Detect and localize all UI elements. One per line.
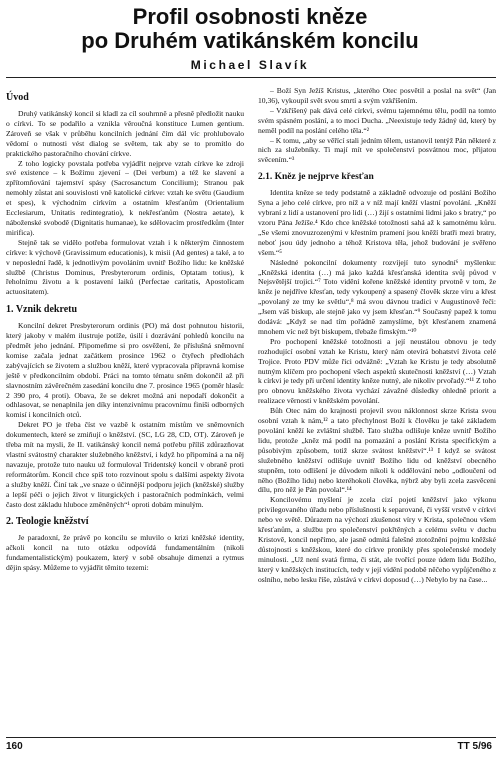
paragraph: Bůh Otec nám do krajnosti projevil svou náklonnost skrze Krista svou osobní vztah k nám,¹² a tato přechylnost Boží k člověku je také základem povolání kněží ke zvláštní službě. Tato služba odlišuje kněze uvnitř Božího lidu, protože „kněz má podíl na pomazání a poslání Krista specifickým a působivým způsobem, totiž skrze svátost kněžství“.¹³ I když se svátost služebného kněžství odlišuje uvnitř Božího lidu od kněžství obecného stupněm, toto odlišení je důvodem nikoli k oddělování nebo „odloučení od něho (Božího lidu) nebo kteréhokoli člověka, nýbrž aby byli zcela zasvěceni dílu, pro něž je Pán povolal“.¹⁴ [258,406,496,495]
heading-teologie-knezstvi: 2. Teologie kněžství [6,516,89,528]
paragraph: Pro pochopení kněžské totožnosti a její neustálou obnovu je tedy rozhodující osobní vztah ke Kristu, který nám otevírá bohatství života celé Trojice. Proto PDV může říci odvážně: „Vztah ke Kristu je tedy absolutně nutným klíčem pro pochopení všech aspektů skutečnosti kněžství (…) Vztah k církvi je tedy při určení identity kněze nutný, ale nikoliv prvořadý.“¹¹ Z toho pro obnovu kněžského života vychází závažné důsledky ohledně priorit a realizace věrnosti v kněžském povolání. [258,336,496,406]
article-title-line-2: po Druhém vatikánském koncilu [81,28,419,53]
paragraph: Koncilovému myšlení je zcela cizí pojetí kněžství jako výkonu privilegovaného úřadu nebo příslušnosti k separované, či vyšší vrstvě v církvi nebo ve světě. Důrazem na výchozí zkušenost víry v Krista, společnou všem křesťanům, a službu pro společenství pokřtěných a celému světu v duchu Kristově, koncil nepřímo, ale jasně odmítá falešné ztotožnění pojmu kněžské důstojnosti s kněžskou, které do církve pronikly přes společenské modely minulosti. „Už není svatá firma, či stát, ale tvořící pouze údem lidu Božího, který v kněžských institucích, tedy v její vidění podobě něčeho vypůjčeného z oslního, nebo lesku říše, zůstává v církvi doposud (…) Nebylo by na čase... [258,495,496,584]
paragraph: Druhý vatikánský koncil si kladl za cíl souhrnně a přesně předložit nauku o církvi. To se podařilo a vznikla věroučná konstituce Lumen gentium. Zároveň se však v průběhu koncilních jednání čím dál víc prohlubovalo vědomí o nutnosti vést dialog se světem, tak aby se to promítlo do praktického pastoračního chování církve. [6,109,244,158]
article-author: Michael Slavík [190,58,310,72]
paragraph: Je paradoxní, že právě po koncilu se mluvilo o krizi kněžské identity, ačkoli koncil na tuto otázku odpovídá fundamentálním (nikoli fundamentalistickým) poukazem, který v sobě obsahuje dimenzi a rytmus dějin spásy. Můžeme to vyjádřit těmito tezemi: [6,533,244,573]
paragraph: Následné pokoncilní dokumenty rozvíjejí tuto synodní⁶ myšlenku: „Kněžská identita (…) má jako každá křesťanská identita svůj původ v Nejsvětější trojici.“⁷ Toto vidění kořene kněžské identity prvotně v tom, že kněz je nejdříve křesťan, tedy vykoupený a spasený člověk skrze víru a křest „povolaný ze tmy ke světlu“,⁸ má svou dávnou tradici v Augustinově řeči: „Jsem váš biskup, ale stejně jako vy jsem křesťan.“⁹ Současný papež k tomu dodává: „Když se nad tím pořádně zamyslíme, být křesťanem znamená mnohem víc než být biskupem, třebaže fimským.“¹⁰ [258,257,496,336]
right-column [258,86,496,585]
paragraph: – K tomu, „aby se věřící stali jedním tělem, ustanovil tentýž Pán některé z nich za služebníky. Ti mají mít ve společenství posvátnou moc, přijatou svěcením.“³ [258,135,496,165]
article-title-line-1: Profil osobnosti kněze [132,4,368,29]
paragraph: Z toho logicky povstala potřeba vyjádřit nejprve vztah církve ke zdroji své existence – k Božímu zjevení – (Dei verbum) a též ke slavení a zpřítomňování tajemství spásy (Sacrosanctum Concilium); Stranou pak nemohly zůstat ani souvislosti vně katolické církve: vztah ke světu (Gaudium et spes), k východním církvím a ostatním křesťanům (Orientalium Ecclesiarum, Unitatis redintegratio), k nekřesťanům (Nostra aetate), k náboženské svobodě (Dignitatis humanae), ke sdělovacím prostředkům (Inter mirifica). [6,158,244,237]
footer-divider [6,737,496,738]
page-number: 160 [6,741,23,752]
heading-uvod: Úvod [6,92,29,103]
heading-knez-je-krestan: 2.1. Kněz je nejprve křesťan [258,172,374,183]
paragraph: – Boží Syn Ježíš Kristus, „kterého Otec posvětil a poslal na svět“ (Jan 10,36), vykoupil svět svou smrtí a svým vzkříšením. [258,86,496,105]
left-column [6,86,244,573]
paragraph: Identita kněze se tedy podstatně a základně odvozuje od poslání Božího Syna a jeho celé církve, pro níž a v níž mají kněží vlastní povolání. „Kněží vybraní z lidí a ustanovení pro lidi (…) žijí s ostatními lidmi jako s bratry,“ po vzoru Pána Ježíše.⁴ Kdo chce kněžské totožnosti sahá až k samotnému kůru. „Se všemi znovuzrozenými v křestním pramení jsou kněží bratři mezi bratry, neboť jsou údy jednoho a téhož Kristova těla, jehož budování je svěřeno všem.“⁵ [258,188,496,257]
paragraph: Stejně tak se vidělo potřeba formulovat vztah i k některým činnostem církve: k výchově (Gravissimum educationis), k misii (Ad gentes) a také, a to v neposlední řadě, k jednotlivým povoláním uvnitř Božího lidu: ke kněžské službě (Christus Dominus, Presbyterorum ordinis, Optatam totius), k řeholnímu životu a k postavení laiků (Perfectae caritatis, Apostolicam actuositatem). [6,237,244,297]
issue-label: TT 5/96 [457,741,492,752]
paragraph: Dekret PO je třeba číst ve vazbě k ostatním místům ve sněmovních dokumentech, které se zmiňují o kněžství. (SC, LG 28, CD, OT). Zároveň je třeba mít na mysli, že II. vatikánský koncil nemá potřebu příliš zdůrazňovat vlastní svátostný charakter služebného kněžství, i když ho připomíná a na něj navazuje, protože tuto nauku už formuloval Tridentský koncil v obraně proti reformátorům. Koncil chce spíš toto rozvinout spolu s dalšími aspekty života a služby kněží. Činí tak „ve snaze o účinnější podporu jejich (kněžské) služby a lepší péči o jejich život v liturgických i pastoračních podmínkách, velmi často dost základu hluboce změněných“¹ oproti dobám minulým. [6,420,244,509]
paragraph: Koncilní dekret Presbyterorum ordinis (PO) má dost pohnutou historii, který jakoby v malém ilustruje potíže, úsilí i dozrávání pohledů koncilu na předmět jeho jednání. Připomeňme si pro osvěžení, že příslušná sněmovní komise začala jednat začátkem prosince 1962 o čtyřech předlohách zabývajících se životem a službou kněží, které vypracovala přípravná komise ještě v předkoncilním období. Práci na tomto tématu sněm dokončil až při slavnostním závěrečném zasedání koncilu dne 7. prosince 1965 (poměr hlasů: 2 390 pro, 4 proti). Obava, že se dekret možná ani nepodaří dokončit a odhlasovat, se nenaplnila jen díky intenzivnímu pracovnímu finiši odborných komisí i koncilních otců. [6,321,244,420]
header-divider [6,77,496,78]
paragraph: – Vzkříšený pak dává celé církvi, svému tajemnému tělu, podíl na tomto svém spásném poslání, a to moci Ducha. „Neexistuje tedy žádný úd, který by neměl podíl na poslání celého těla.“² [258,105,496,135]
heading-vznik-dekretu: 1. Vznik dekretu [6,304,78,316]
